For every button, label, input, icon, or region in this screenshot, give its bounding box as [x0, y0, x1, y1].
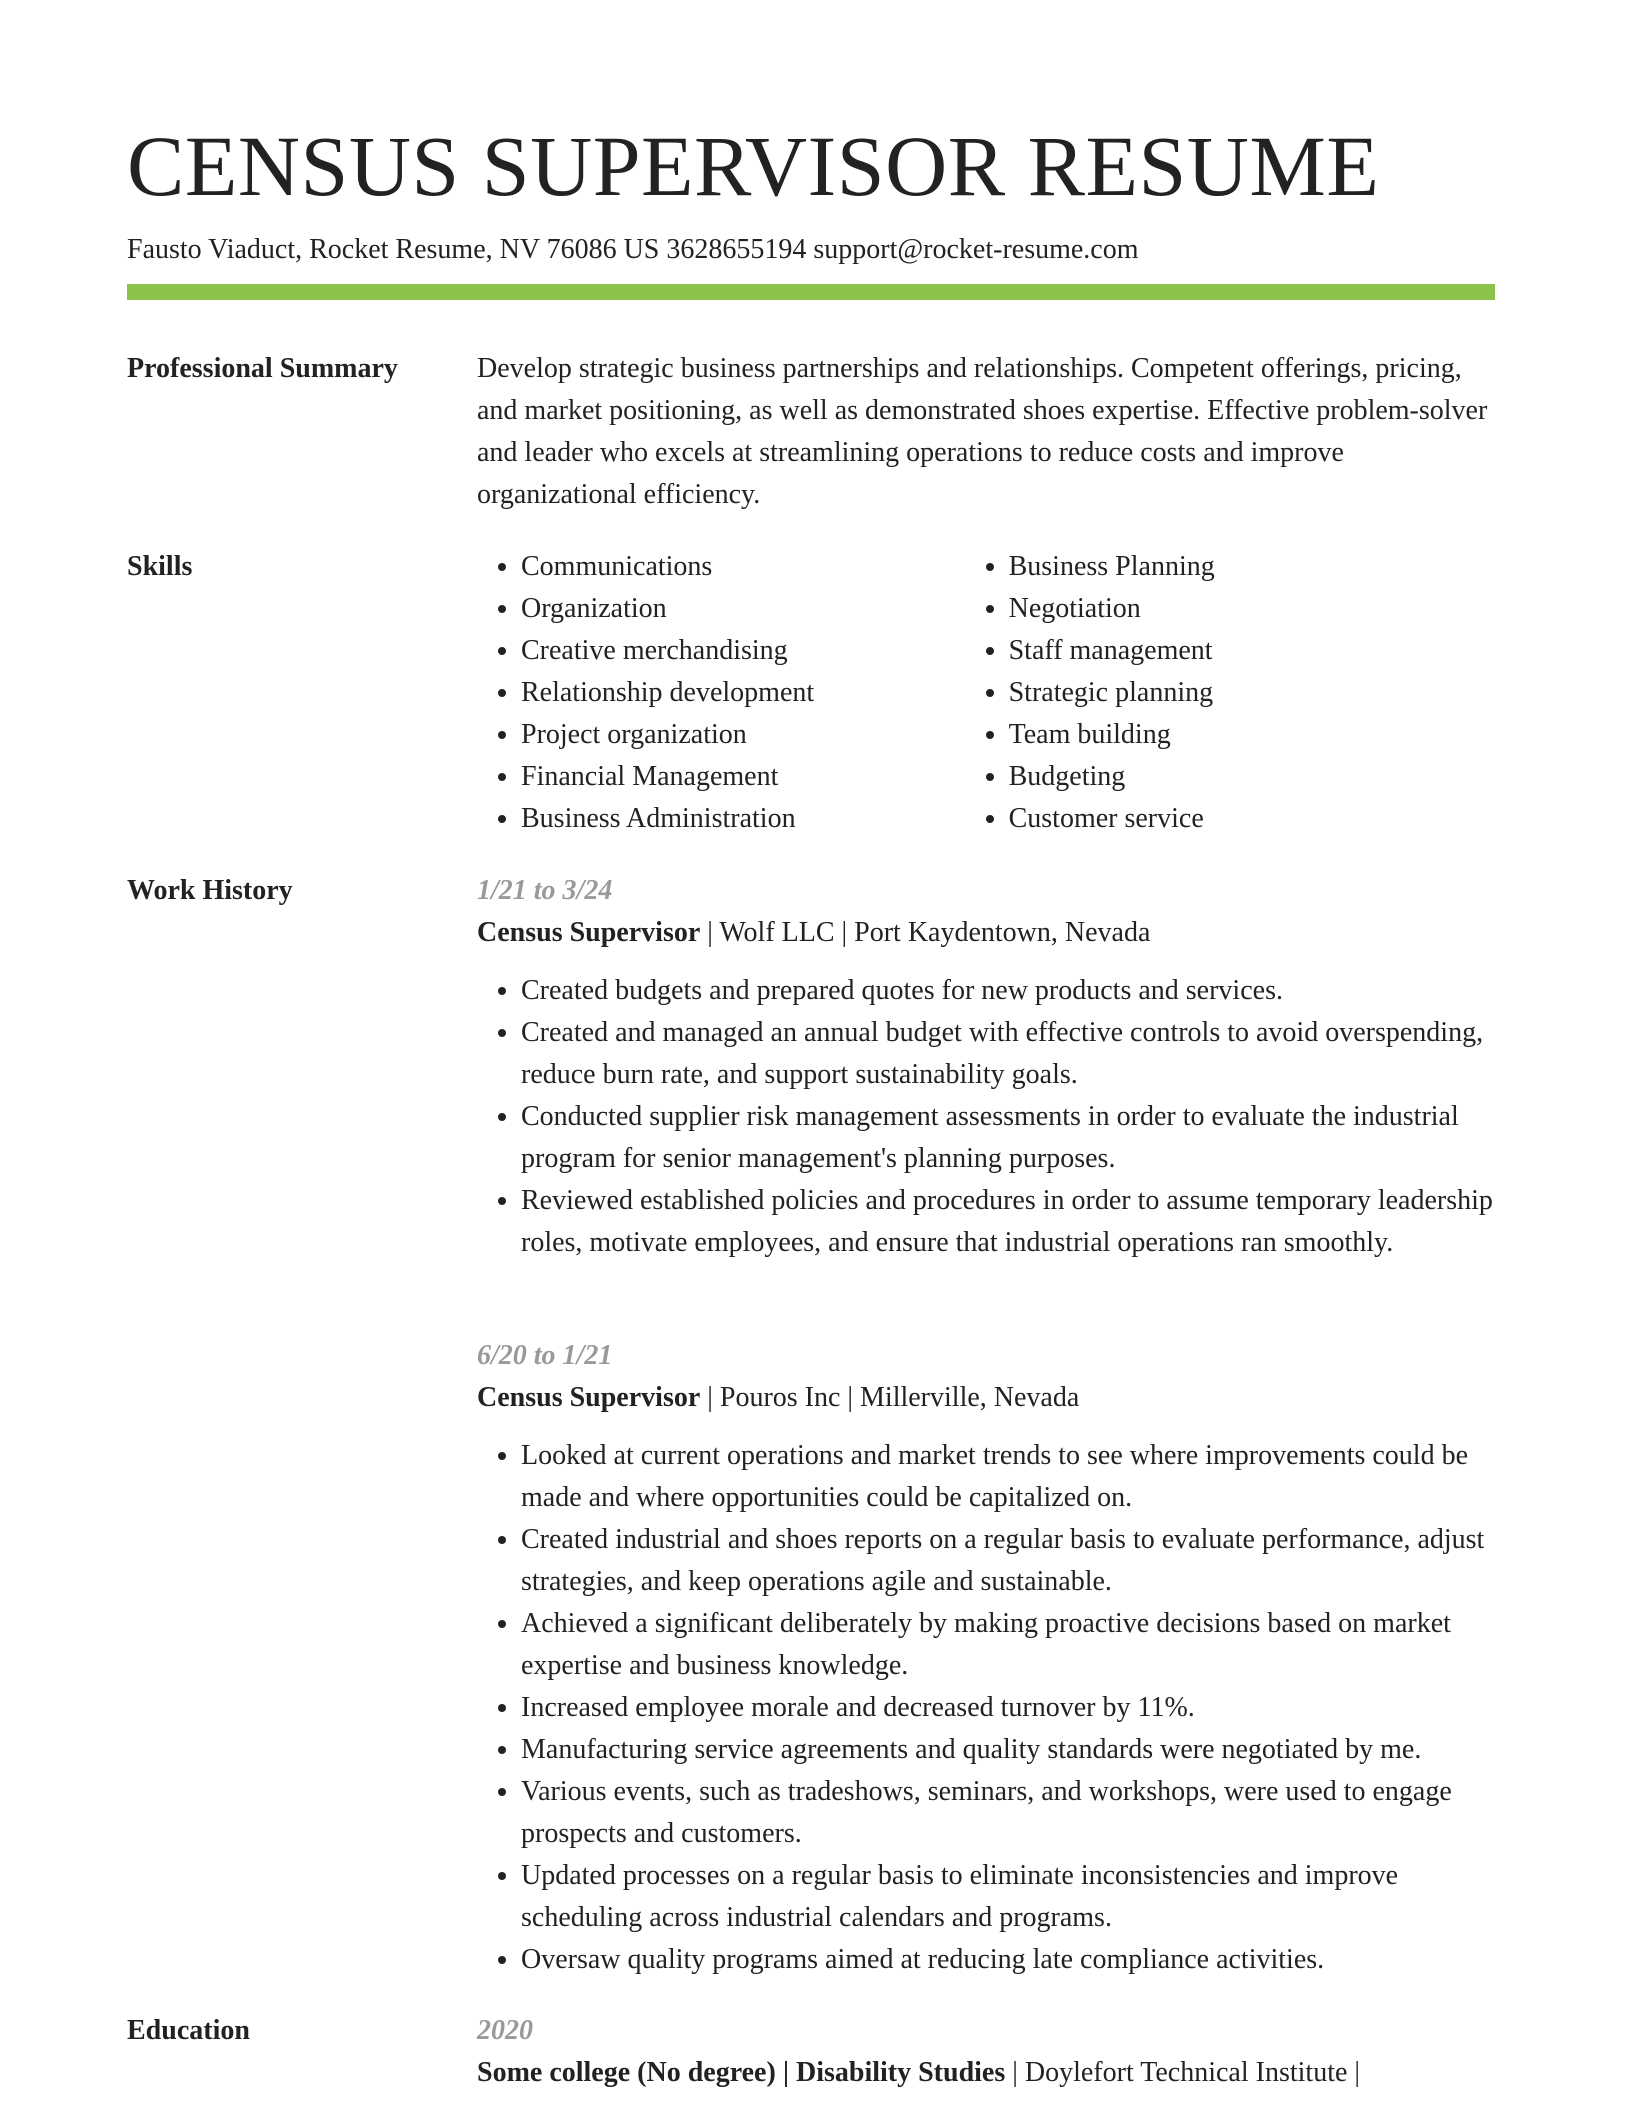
section-label-summary: Professional Summary: [127, 353, 398, 384]
job-employer-location: | Wolf LLC | Port Kaydentown, Nevada: [700, 917, 1151, 948]
contact-info: Fausto Viaduct, Rocket Resume, NV 76086 US 3628655194 support@rocket-resume.com: [127, 234, 1139, 265]
skill-item: • Organization: [521, 588, 965, 630]
job-title: Census Supervisor: [477, 917, 701, 948]
section-label-work: Work History: [127, 875, 293, 906]
job-bullet: • Achieved a significant deliberately by making proactive decisions based on market expertise and business knowledge.: [521, 1603, 1495, 1687]
job-bullet: • Created budgets and prepared quotes for new products and services.: [521, 970, 1495, 1012]
skill-item: • Project organization: [521, 714, 965, 756]
job-bullets: [477, 1435, 1495, 1981]
job-dates: 1/21 to 3/24: [477, 875, 613, 906]
job-bullet: • Reviewed established policies and procedures in order to assume temporary leadership roles, motivate employees, and ensure that industrial operations ran smoothly.: [521, 1180, 1495, 1264]
skills-section: [477, 546, 1495, 840]
skills-column-2: [965, 546, 1495, 840]
resume-title: CENSUS SUPERVISOR RESUME: [127, 118, 1380, 214]
job-employer-location: | Pouros Inc | Millerville, Nevada: [700, 1382, 1080, 1413]
summary-section: [477, 348, 1495, 516]
job-bullet: • Created industrial and shoes reports on a regular basis to evaluate performance, adjust strategies, and keep operations agile and sustainable.: [521, 1519, 1495, 1603]
section-label-education: Education: [127, 2015, 250, 2046]
job-bullet: • Looked at current operations and market trends to see where improvements could be made and where opportunities could be capitalized on.: [521, 1435, 1495, 1519]
skill-item: • Financial Management: [521, 756, 965, 798]
job-bullets: [477, 970, 1495, 1264]
job-bullet: • Updated processes on a regular basis to eliminate inconsistencies and improve scheduling across industrial calendars and programs.: [521, 1855, 1495, 1939]
accent-divider: [127, 284, 1495, 300]
skills-column-1: [477, 546, 965, 840]
job-bullet: • Increased employee morale and decreased turnover by 11%.: [521, 1687, 1495, 1729]
skill-item: • Customer service: [1009, 798, 1495, 840]
skill-item: • Creative merchandising: [521, 630, 965, 672]
skill-item: • Business Planning: [1009, 546, 1495, 588]
job-heading: [477, 1377, 1495, 1419]
skill-item: • Budgeting: [1009, 756, 1495, 798]
job-bullet: • Created and managed an annual budget with effective controls to avoid overspending, reduce burn rate, and support sustainability goals.: [521, 1012, 1495, 1096]
job-entry: [477, 1335, 1495, 1981]
education-degree: Some college (No degree) | Disability Studies: [477, 2057, 1006, 2088]
skill-item: • Business Administration: [521, 798, 965, 840]
summary-text: Develop strategic business partnerships and relationships. Competent offerings, pricing, and market positioning, as well as demonstrated shoes expertise. Effective problem-solver and leader who excels at streamlining operations to reduce costs and improve organizational efficiency.: [477, 353, 1488, 510]
job-dates: 6/20 to 1/21: [477, 1340, 613, 1371]
job-bullet: • Conducted supplier risk management assessments in order to evaluate the industrial program for senior management's planning purposes.: [521, 1096, 1495, 1180]
job-bullet: • Various events, such as tradeshows, seminars, and workshops, were used to engage prospects and customers.: [521, 1771, 1495, 1855]
skill-item: • Negotiation: [1009, 588, 1495, 630]
education-entry: [477, 2010, 1495, 2094]
job-heading: [477, 912, 1495, 954]
job-title: Census Supervisor: [477, 1382, 701, 1413]
job-bullet: • Manufacturing service agreements and quality standards were negotiated by me.: [521, 1729, 1495, 1771]
job-entry: [477, 870, 1495, 1264]
skill-item: • Staff management: [1009, 630, 1495, 672]
education-school: | Doylefort Technical Institute |: [1005, 2057, 1361, 2088]
job-bullet: • Oversaw quality programs aimed at reducing late compliance activities.: [521, 1939, 1495, 1981]
education-heading: [477, 2052, 1495, 2094]
section-label-skills: Skills: [127, 551, 193, 582]
skill-item: • Communications: [521, 546, 965, 588]
education-year: 2020: [477, 2015, 533, 2046]
skill-item: • Team building: [1009, 714, 1495, 756]
skill-item: • Relationship development: [521, 672, 965, 714]
skill-item: • Strategic planning: [1009, 672, 1495, 714]
